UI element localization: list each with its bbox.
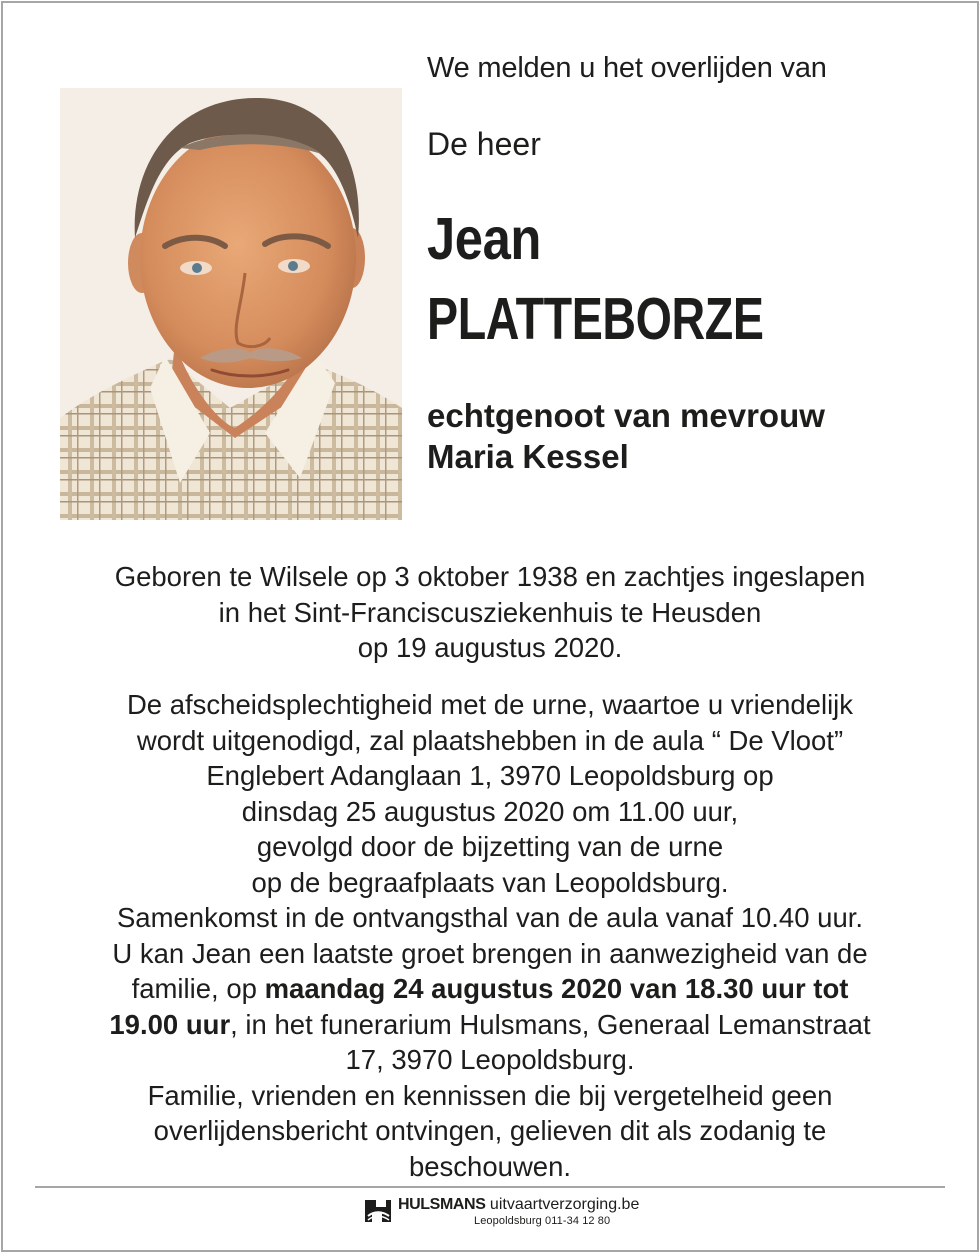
spouse-relation: echtgenoot van mevrouw: [427, 397, 825, 434]
ceremony-line: beschouwen.: [408, 1150, 572, 1182]
brand-website: uitvaartverzorging.be: [489, 1196, 640, 1213]
ceremony-line: Samenkomst in de ontvangsthal van de aula vanaf 10.40 uur.: [116, 902, 864, 933]
visitation-location: , in het funerarium Hulsmans, Generaal Lemanstraat: [230, 1008, 871, 1040]
visitation-line: [40, 971, 940, 1007]
footer-divider: [35, 1186, 945, 1188]
brand-name: HULSMANS: [398, 1196, 486, 1213]
ceremony-line: 17, 3970 Leopoldsburg.: [345, 1044, 635, 1075]
intro-text: We melden u het overlijden van: [427, 52, 827, 84]
footer-contact: Leopoldsburg 011-34 12 80: [474, 1215, 611, 1227]
visitation-text: familie, op: [131, 973, 265, 1004]
ceremony-line: wordt uitgenodigd, zal plaatshebben in de aula “ De Vloot”: [136, 724, 844, 756]
ceremony-line: overlijdensbericht ontvingen, gelieven dit als zodanig te: [153, 1115, 827, 1146]
deceased-first-name: Jean: [427, 206, 541, 272]
ceremony-line: De afscheidsplechtigheid met de urne, waartoe u vriendelijk: [126, 689, 854, 720]
hulsmans-logo-icon: [362, 1195, 394, 1227]
birth-line: op 19 augustus 2020.: [357, 632, 623, 663]
ceremony-line: U kan Jean een laatste groet brengen in aanwezigheid van de: [112, 937, 868, 969]
portrait-photo: [60, 88, 402, 520]
ceremony-line: op de begraafplaats van Leopoldsburg.: [251, 866, 729, 898]
honorific: De heer: [427, 126, 541, 162]
birth-paragraph: [40, 559, 940, 666]
birth-line: Geboren te Wilsele op 3 oktober 1938 en zachtjes ingeslapen: [114, 561, 866, 592]
visitation-end-time: 19.00 uur: [109, 1008, 231, 1040]
spouse-name: Maria Kessel: [427, 438, 629, 475]
deceased-last-name: PLATTEBORZE: [427, 286, 764, 352]
ceremony-line: dinsdag 25 augustus 2020 om 11.00 uur,: [241, 795, 739, 827]
footer-brand: [398, 1196, 639, 1214]
ceremony-line: Familie, vrienden en kennissen die bij vergetelheid geen: [147, 1079, 833, 1111]
visitation-date: maandag 24 augustus 2020 van 18.30 uur tot: [264, 973, 849, 1004]
ceremony-line: gevolgd door de bijzetting van de urne: [256, 831, 724, 862]
birth-line: in het Sint-Franciscusziekenhuis te Heusden: [218, 596, 762, 628]
ceremony-line: Englebert Adanglaan 1, 3970 Leopoldsburg op: [206, 760, 774, 791]
ceremony-paragraph: [40, 687, 940, 1184]
visitation-line: [40, 1007, 940, 1043]
